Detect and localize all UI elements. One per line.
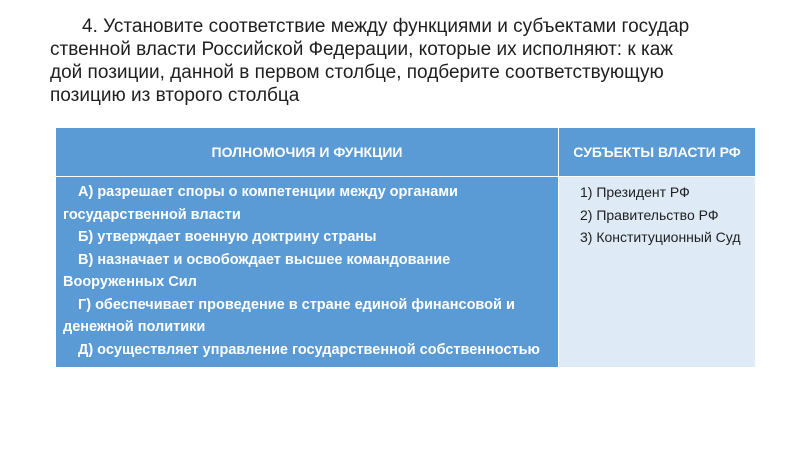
matching-table xyxy=(55,127,756,368)
table-header-row xyxy=(56,128,756,177)
question-line: дой позиции, данной в первом столбце, подберите соответствующую xyxy=(50,62,664,83)
function-item-v: В) назначает и освобождает высшее командование Вооруженных Сил xyxy=(63,251,451,290)
question-text xyxy=(50,15,770,107)
functions-cell xyxy=(56,177,559,368)
table-row xyxy=(56,177,756,368)
function-item-d: Д) осуществляет управление государственной собственностью xyxy=(78,341,540,358)
header-functions: ПОЛНОМОЧИЯ И ФУНКЦИИ xyxy=(56,128,559,177)
function-item-g: Г) обеспечивает проведение в стране единой финансовой и денежной политики xyxy=(63,296,515,335)
question-line: 4. Установите соответствие между функциями и субъектами государ xyxy=(82,16,690,37)
subject-item-1: 1) Президент РФ xyxy=(580,184,690,200)
function-item-a: А) разрешает споры о компетенции между органами государственной власти xyxy=(63,184,458,223)
subject-item-3: 3) Конституционный Суд xyxy=(580,229,741,245)
question-line: ственной власти Российской Федерации, которые их исполняют: к каж xyxy=(50,39,673,60)
question-line: позицию из второго столбца xyxy=(50,85,300,106)
header-subjects: СУБЪЕКТЫ ВЛАСТИ РФ xyxy=(559,128,756,177)
subject-item-2: 2) Правительство РФ xyxy=(580,206,719,223)
function-item-b: Б) утверждает военную доктрину страны xyxy=(78,229,377,245)
subjects-cell xyxy=(559,177,756,368)
